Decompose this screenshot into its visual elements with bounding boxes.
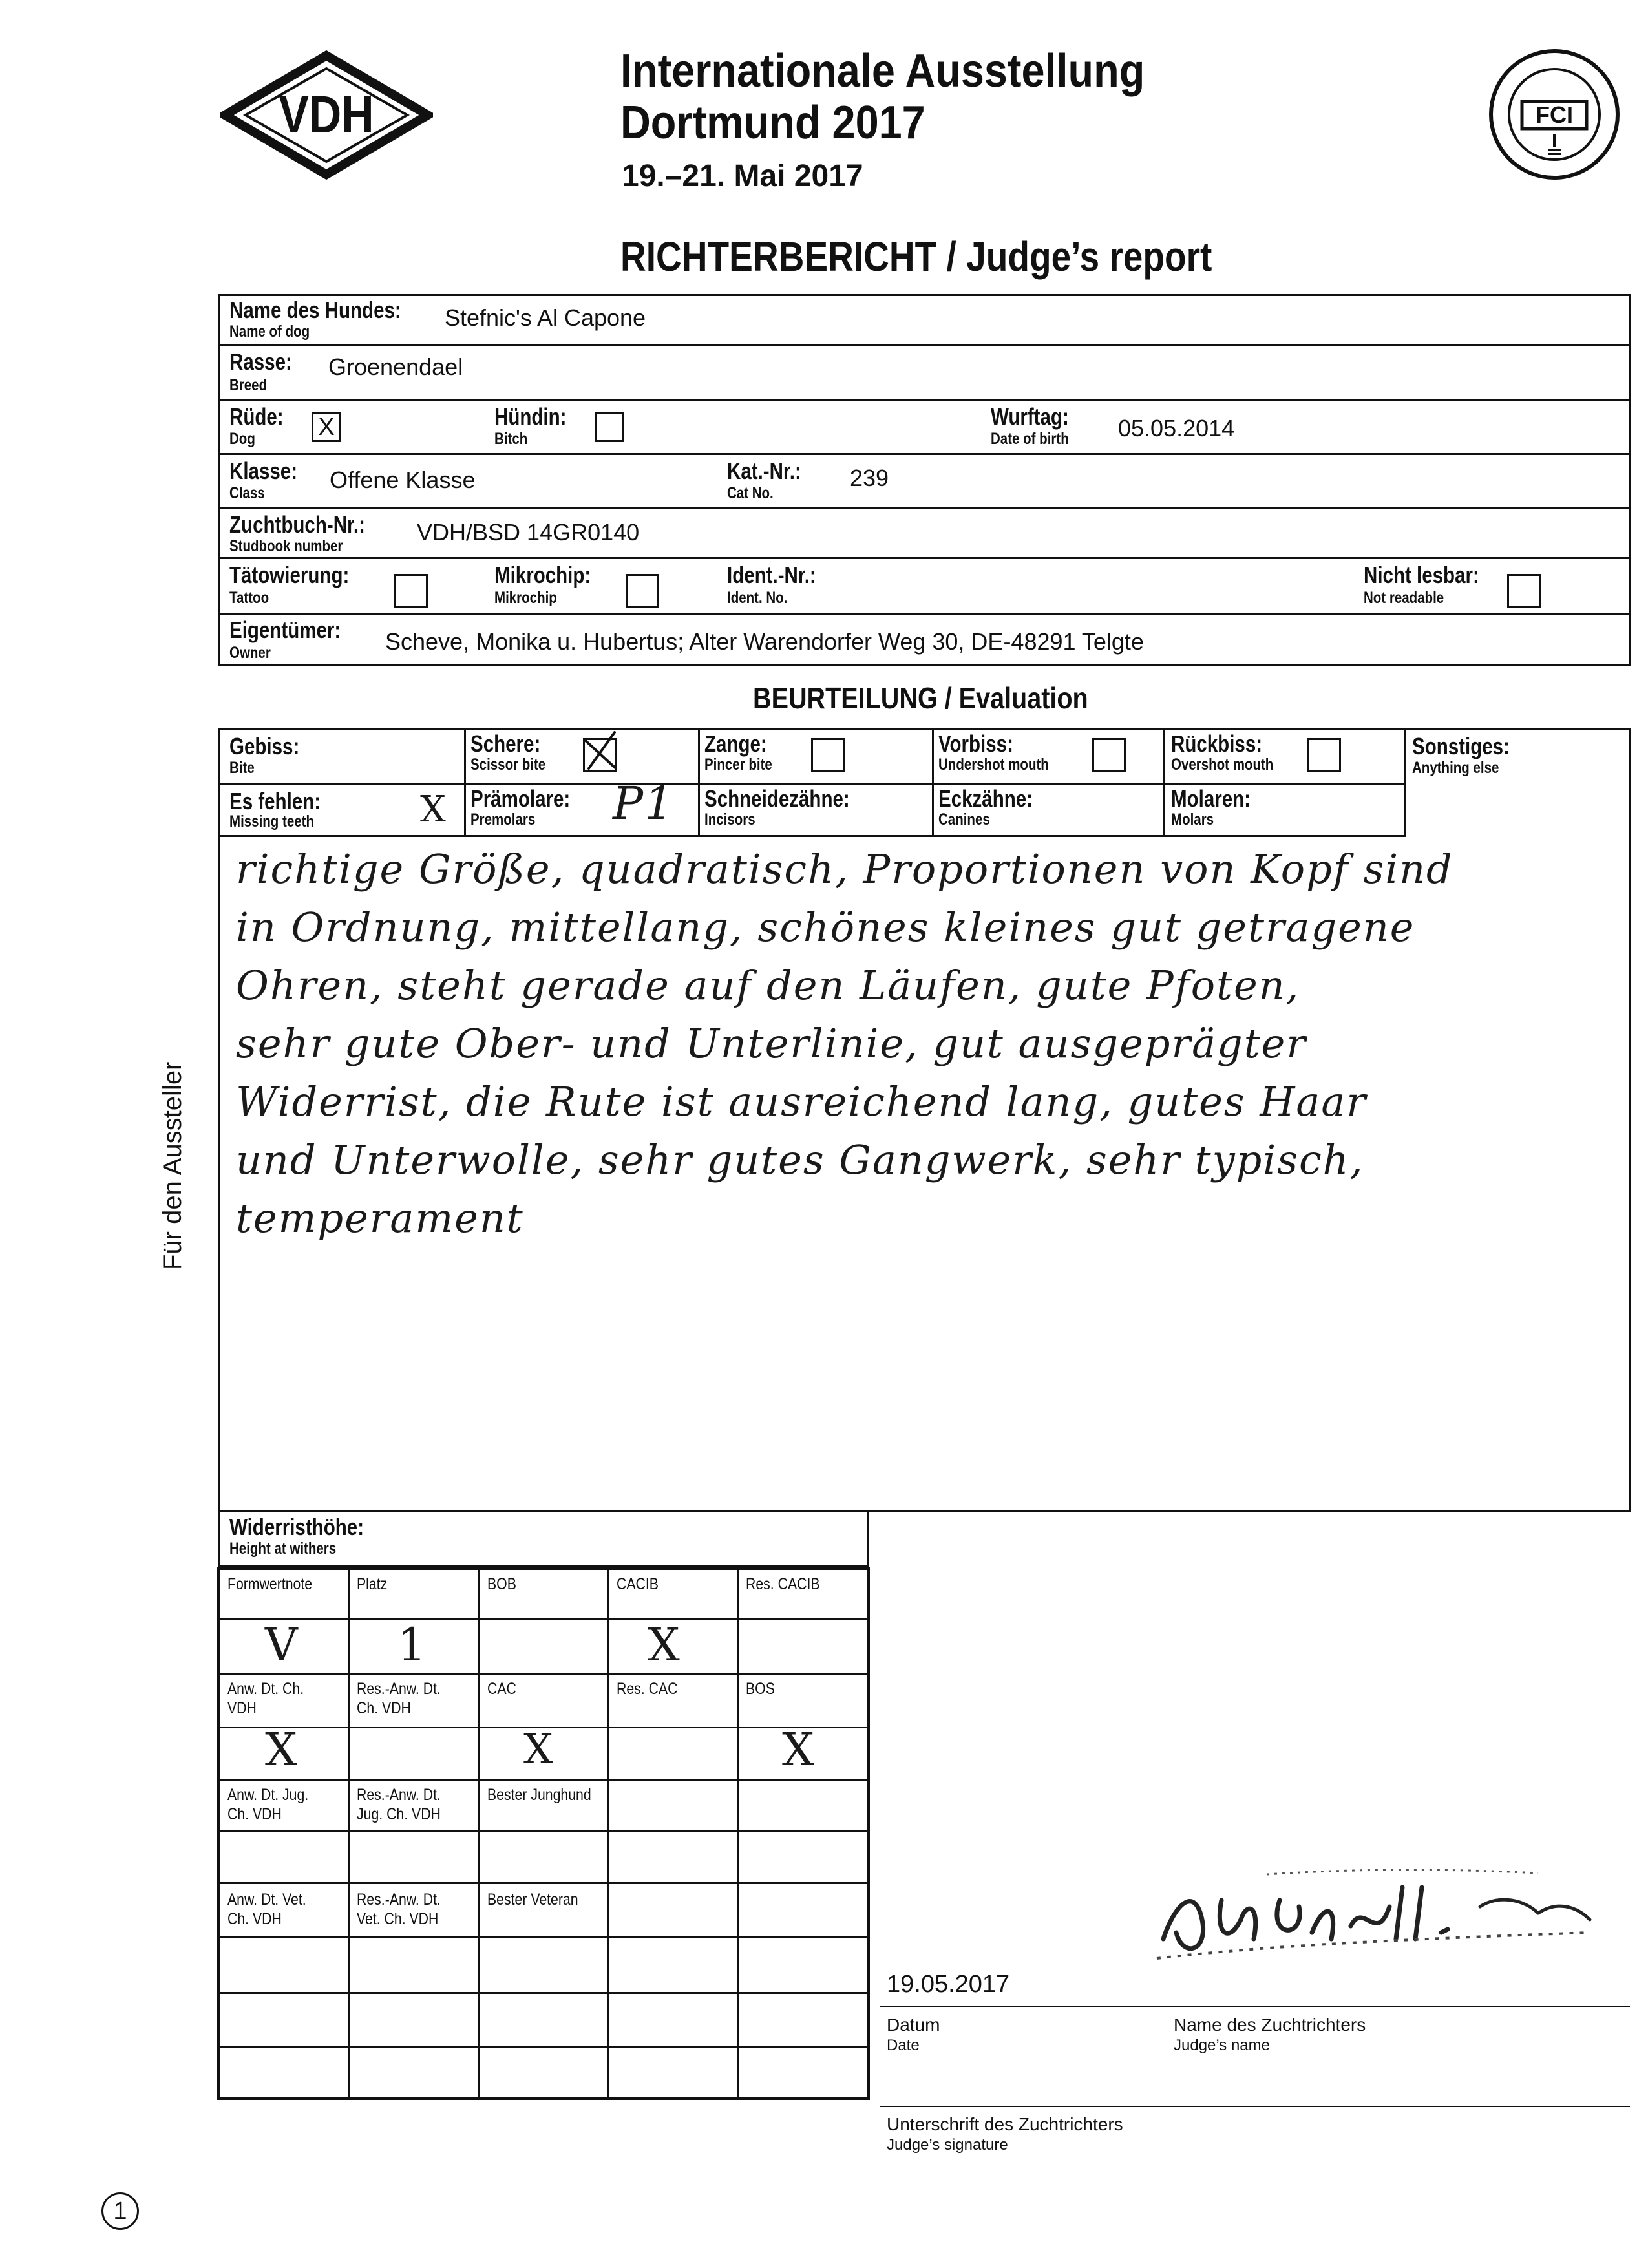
pincer-sublabel: Pincer bite — [704, 756, 772, 774]
award-cac-label: CAC — [487, 1680, 516, 1698]
handwritten-line: in Ordnung, mittellang, schönes kleines gut getragene — [236, 904, 1415, 951]
award-anw-dt-vet-label: Anw. Dt. Vet. Ch. VDH — [227, 1891, 306, 1928]
height-withers-sublabel: Height at withers — [229, 1540, 337, 1558]
evaluation-title: BEURTEILUNG / Evaluation — [753, 681, 1088, 715]
award-bos-mark[interactable]: X — [782, 1723, 816, 1776]
scissor-checkbox[interactable] — [583, 738, 617, 772]
cat-no-value[interactable]: 239 — [850, 465, 889, 491]
fci-logo — [1486, 47, 1622, 182]
handwritten-line: Ohren, steht gerade auf den Läufen, gute Pfoten, — [236, 962, 1300, 1009]
premolars-sublabel: Premolars — [470, 811, 536, 829]
judge-signature — [1137, 1861, 1616, 1965]
undershot-sublabel: Undershot mouth — [938, 756, 1049, 774]
event-dates: 19.–21. Mai 2017 — [622, 159, 863, 193]
chip-checkbox[interactable] — [626, 574, 659, 608]
award-res-anw-dt-ch-label: Res.-Anw. Dt. Ch. VDH — [357, 1680, 441, 1717]
date-label: Datum — [887, 2015, 940, 2035]
handwritten-line: und Unterwolle, sehr gutes Gangwerk, sehr typisch, — [236, 1136, 1364, 1183]
female-sublabel: Bitch — [494, 430, 528, 448]
unreadable-checkbox[interactable] — [1507, 574, 1541, 608]
date-sublabel: Date — [887, 2037, 920, 2054]
owner-label: Eigentümer: — [229, 617, 341, 643]
chip-sublabel: Mikrochip — [494, 589, 557, 607]
studbook-value[interactable]: VDH/BSD 14GR0140 — [417, 519, 640, 546]
scissor-check-mark — [581, 728, 620, 774]
award-res-cac-label: Res. CAC — [617, 1680, 678, 1698]
other-label: Sonstiges: — [1412, 733, 1510, 759]
judge-signature-sublabel: Judge’s signature — [887, 2136, 1008, 2154]
award-platz-label: Platz — [357, 1575, 388, 1593]
female-label: Hündin: — [494, 403, 567, 430]
award-cacib-mark[interactable]: X — [648, 1618, 681, 1671]
overshot-sublabel: Overshot mouth — [1171, 756, 1274, 774]
handwritten-line: richtige Größe, quadratisch, Proportionen von Kopf sind — [236, 845, 1453, 893]
studbook-sublabel: Studbook number — [229, 537, 343, 555]
judge-name-sublabel: Judge’s name — [1174, 2037, 1270, 2054]
judge-name-label: Name des Zuchtrichters — [1174, 2015, 1366, 2035]
missing-teeth-sublabel: Missing teeth — [229, 812, 314, 831]
male-sublabel: Dog — [229, 430, 255, 448]
male-checkbox[interactable]: X — [312, 412, 341, 442]
fci-logo-text: FCI — [1536, 101, 1573, 128]
award-formwertnote-label: Formwertnote — [227, 1575, 313, 1593]
height-withers-label: Widerristhöhe: — [229, 1514, 364, 1540]
breed-value[interactable]: Groenendael — [328, 354, 463, 380]
tattoo-label: Tätowierung: — [229, 562, 350, 588]
missing-teeth-mark: X — [420, 789, 447, 831]
male-label: Rüde: — [229, 403, 284, 430]
signature-scribble-icon — [1137, 1861, 1616, 1965]
chip-label: Mikrochip: — [494, 562, 591, 588]
unreadable-sublabel: Not readable — [1364, 589, 1444, 607]
dob-sublabel: Date of birth — [991, 430, 1069, 448]
award-cac-mark[interactable]: X — [523, 1726, 555, 1774]
tattoo-checkbox[interactable] — [394, 574, 428, 608]
bite-sublabel: Bite — [229, 759, 255, 777]
handwritten-line: temperament — [236, 1194, 524, 1242]
ident-sublabel: Ident. No. — [727, 589, 788, 607]
overshot-label: Rückbiss: — [1171, 730, 1263, 757]
dog-name-label: Name des Hundes: — [229, 297, 401, 323]
scissor-label: Schere: — [470, 730, 541, 757]
dog-name-value[interactable]: Stefnic's Al Capone — [445, 304, 646, 331]
unreadable-label: Nicht lesbar: — [1364, 562, 1479, 588]
event-title-line2: Dortmund 2017 — [620, 97, 925, 149]
handwritten-line: sehr gute Ober- und Unterlinie, gut ausgeprägter — [236, 1020, 1307, 1067]
cat-no-sublabel: Cat No. — [727, 484, 774, 502]
premolars-value[interactable]: P1 — [613, 777, 675, 830]
incisors-sublabel: Incisors — [704, 811, 755, 829]
vdh-logo — [220, 50, 433, 180]
award-anw-dt-ch-mark[interactable]: X — [265, 1723, 299, 1776]
molars-sublabel: Molars — [1171, 811, 1214, 829]
judge-signature-label: Unterschrift des Zuchtrichters — [887, 2114, 1123, 2134]
page-number: 1 — [113, 2198, 127, 2225]
pincer-label: Zange: — [704, 730, 767, 757]
award-bob-label: BOB — [487, 1575, 516, 1593]
date-value[interactable]: 19.05.2017 — [887, 1971, 1010, 1998]
female-checkbox[interactable] — [595, 412, 624, 442]
event-title-line1: Internationale Ausstellung — [620, 45, 1145, 97]
other-sublabel: Anything else — [1412, 759, 1499, 777]
class-sublabel: Class — [229, 484, 265, 502]
award-res-anw-dt-jug-label: Res.-Anw. Dt. Jug. Ch. VDH — [357, 1786, 441, 1823]
class-value[interactable]: Offene Klasse — [330, 467, 476, 493]
awards-table — [217, 1567, 870, 2100]
incisors-label: Schneidezähne: — [704, 785, 850, 812]
owner-sublabel: Owner — [229, 644, 271, 662]
handwritten-line: Widerrist, die Rute ist ausreichend lang, gutes Haar — [236, 1078, 1367, 1125]
vdh-logo-text: VDH — [279, 85, 374, 144]
award-platz-mark[interactable]: 1 — [397, 1618, 428, 1671]
overshot-checkbox[interactable] — [1307, 738, 1341, 772]
owner-value[interactable]: Scheve, Monika u. Hubertus; Alter Warendorfer Weg 30, DE-48291 Telgte — [385, 628, 1144, 655]
canines-sublabel: Canines — [938, 811, 990, 829]
ident-label: Ident.-Nr.: — [727, 562, 816, 588]
award-anw-dt-jug-label: Anw. Dt. Jug. Ch. VDH — [227, 1786, 309, 1823]
premolars-label: Prämolare: — [470, 785, 571, 812]
canines-label: Eckzähne: — [938, 785, 1033, 812]
dog-name-sublabel: Name of dog — [229, 323, 310, 341]
tattoo-sublabel: Tattoo — [229, 589, 269, 607]
bite-label: Gebiss: — [229, 733, 300, 759]
missing-teeth-label: Es fehlen: — [229, 788, 321, 814]
pincer-checkbox[interactable] — [811, 738, 845, 772]
breed-sublabel: Breed — [229, 376, 268, 394]
undershot-checkbox[interactable] — [1092, 738, 1126, 772]
report-title: RICHTERBERICHT / Judge’s report — [620, 233, 1212, 280]
award-formwertnote-mark[interactable]: V — [265, 1618, 299, 1671]
evaluation-handwriting[interactable] — [236, 840, 1606, 1247]
scissor-sublabel: Scissor bite — [470, 756, 546, 774]
award-bester-veteran-label: Bester Veteran — [487, 1891, 578, 1909]
dob-value[interactable]: 05.05.2014 — [1118, 415, 1235, 441]
class-label: Klasse: — [229, 458, 298, 484]
breed-label: Rasse: — [229, 348, 292, 375]
sidebar-vertical-text: Für den Aussteller — [158, 1061, 187, 1270]
molars-label: Molaren: — [1171, 785, 1251, 812]
award-res-anw-dt-vet-label: Res.-Anw. Dt. Vet. Ch. VDH — [357, 1891, 441, 1928]
page-number-circle — [101, 2192, 139, 2230]
studbook-label: Zuchtbuch-Nr.: — [229, 511, 365, 538]
award-res-cacib-label: Res. CACIB — [746, 1575, 820, 1593]
dob-label: Wurftag: — [991, 403, 1069, 430]
award-bester-junghund-label: Bester Junghund — [487, 1786, 591, 1804]
undershot-label: Vorbiss: — [938, 730, 1013, 757]
award-anw-dt-ch-label: Anw. Dt. Ch. VDH — [227, 1680, 304, 1717]
award-bos-label: BOS — [746, 1680, 775, 1698]
cat-no-label: Kat.-Nr.: — [727, 458, 801, 484]
award-cacib-label: CACIB — [617, 1575, 659, 1593]
